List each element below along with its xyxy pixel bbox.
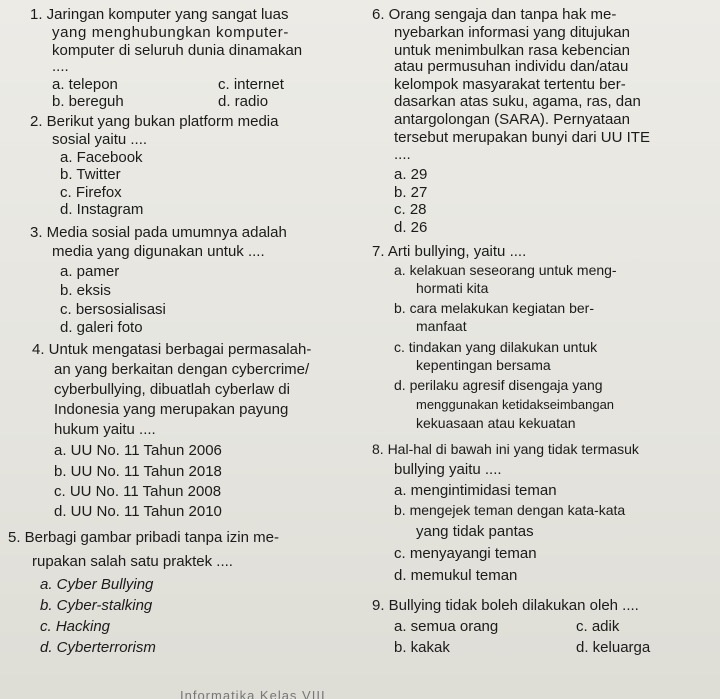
q4-line-2: an yang berkaitan dengan cybercrime/ [54, 361, 310, 378]
q7-option-c-cont: kepentingan bersama [416, 357, 551, 373]
q3-option-a[interactable]: a. pamer [60, 263, 120, 280]
q5-option-a[interactable]: a. Cyber Bullying [40, 576, 154, 593]
q6-option-b[interactable]: b. 27 [394, 184, 428, 201]
q3-option-c[interactable]: c. bersosialisasi [60, 301, 166, 318]
q8-line-2: bullying yaitu .... [394, 461, 502, 478]
q7-option-a[interactable]: a. kelakuan seseorang untuk meng- [394, 262, 617, 278]
q6-line-8: tersebut merupakan bunyi dari UU ITE [394, 129, 650, 146]
q6-option-d[interactable]: d. 26 [394, 219, 428, 236]
q8-option-b[interactable]: b. mengejek teman dengan kata-kata [394, 502, 626, 518]
page-footer: Informatika Kelas VIII [180, 688, 326, 699]
q4-option-b[interactable]: b. UU No. 11 Tahun 2018 [54, 463, 222, 480]
q7-option-d[interactable]: d. perilaku agresif disengaja yang [394, 377, 603, 393]
q4-line-1: 4. Untuk mengatasi berbagai permasalah- [32, 341, 312, 358]
q5-option-d[interactable]: d. Cyberterrorism [40, 639, 156, 656]
q2-option-a[interactable]: a. Facebook [60, 149, 143, 166]
q8-line-1: 8. Hal-hal di bawah ini yang tidak termasuk [372, 441, 639, 457]
q7-option-b-cont: manfaat [416, 318, 467, 334]
q7-option-a-cont: hormati kita [416, 280, 489, 296]
q6-line-7: antargolongan (SARA). Pernyataan [394, 111, 630, 128]
q1-option-b[interactable]: b. bereguh [52, 93, 124, 110]
q1-option-c[interactable]: c. internet [218, 76, 284, 93]
q4-option-a[interactable]: a. UU No. 11 Tahun 2006 [54, 442, 222, 459]
q6-option-a[interactable]: a. 29 [394, 166, 428, 183]
q6-line-5: kelompok masyarakat tertentu ber- [394, 76, 626, 93]
q9-line-1: 9. Bullying tidak boleh dilakukan oleh .... [372, 597, 639, 614]
q6-line-2: nyebarkan informasi yang ditujukan [394, 24, 630, 41]
q4-option-c[interactable]: c. UU No. 11 Tahun 2008 [54, 483, 222, 500]
q1-option-d[interactable]: d. radio [218, 93, 269, 110]
q5-line-1: 5. Berbagi gambar pribadi tanpa izin me- [8, 529, 279, 546]
q8-option-c[interactable]: c. menyayangi teman [394, 545, 537, 562]
q6-option-c[interactable]: c. 28 [394, 201, 427, 218]
q9-option-c[interactable]: c. adik [576, 618, 620, 635]
q6-line-9: .... [394, 146, 411, 163]
q2-line-2: sosial yaitu .... [52, 131, 148, 148]
q3-line-2: media yang digunakan untuk .... [52, 243, 265, 260]
q4-line-5: hukum yaitu .... [54, 421, 156, 438]
q5-option-c[interactable]: c. Hacking [40, 618, 111, 635]
q6-line-1: 6. Orang sengaja dan tanpa hak me- [372, 6, 617, 23]
q6-line-6: dasarkan atas suku, agama, ras, dan [394, 93, 641, 110]
q1-line-2: yang menghubungkan komputer- [52, 24, 289, 41]
q1-line-1: 1. Jaringan komputer yang sangat luas [30, 6, 289, 23]
q7-option-d-cont-2: kekuasaan atau kekuatan [416, 415, 576, 431]
q5-line-2: rupakan salah satu praktek .... [32, 553, 233, 570]
q1-line-3: komputer di seluruh dunia dinamakan [52, 42, 303, 59]
q3-option-b[interactable]: b. eksis [60, 282, 111, 299]
q9-option-b[interactable]: b. kakak [394, 639, 450, 656]
q9-option-a[interactable]: a. semua orang [394, 618, 499, 635]
q8-option-b-cont: yang tidak pantas [416, 523, 534, 540]
q2-option-c[interactable]: c. Firefox [60, 184, 122, 201]
q8-option-a[interactable]: a. mengintimidasi teman [394, 482, 557, 499]
q2-option-b[interactable]: b. Twitter [60, 166, 121, 183]
q7-line-1: 7. Arti bullying, yaitu .... [372, 243, 527, 260]
q7-option-d-cont-1: menggunakan ketidakseimbangan [416, 397, 615, 412]
q7-option-c[interactable]: c. tindakan yang dilakukan untuk [394, 339, 598, 355]
q4-line-3: cyberbullying, dibuatlah cyberlaw di [54, 381, 290, 398]
q5-option-b[interactable]: b. Cyber-stalking [40, 597, 153, 614]
q3-option-d[interactable]: d. galeri foto [60, 319, 143, 336]
q6-line-3: untuk menimbulkan rasa kebencian [394, 42, 630, 59]
q8-option-d[interactable]: d. memukul teman [394, 567, 518, 584]
q2-option-d[interactable]: d. Instagram [60, 201, 144, 218]
q9-option-d[interactable]: d. keluarga [576, 639, 651, 656]
q4-option-d[interactable]: d. UU No. 11 Tahun 2010 [54, 503, 222, 520]
q3-line-1: 3. Media sosial pada umumnya adalah [30, 224, 287, 241]
q7-option-b[interactable]: b. cara melakukan kegiatan ber- [394, 300, 594, 316]
q2-line-1: 2. Berikut yang bukan platform media [30, 113, 279, 130]
q6-line-4: atau permusuhan individu dan/atau [394, 58, 629, 75]
q1-option-a[interactable]: a. telepon [52, 76, 118, 93]
q4-line-4: Indonesia yang merupakan payung [54, 401, 289, 418]
q1-line-4: .... [52, 58, 69, 75]
